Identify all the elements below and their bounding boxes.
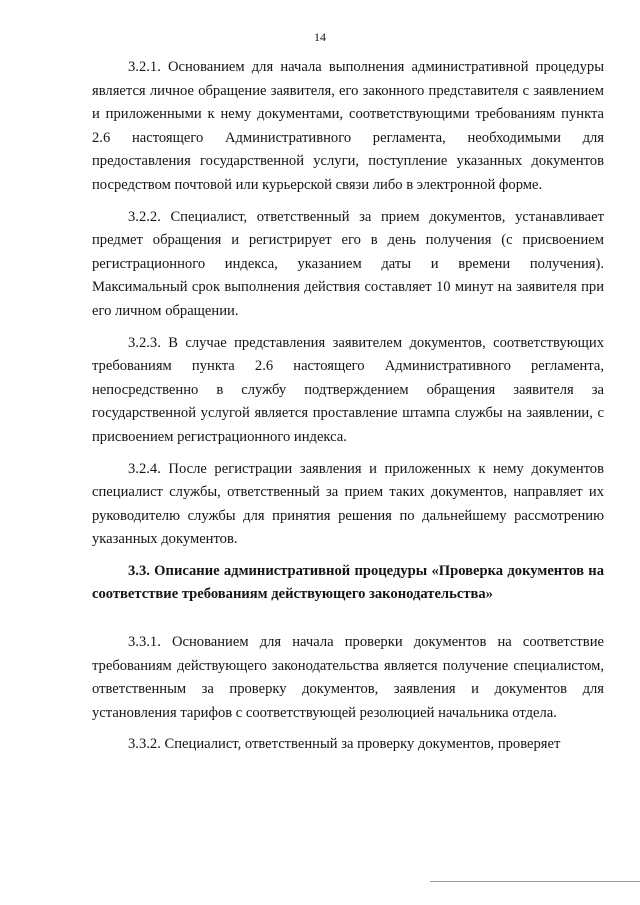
paragraph-3-2-3: 3.2.3. В случае представления заявителем документов, соответствующих требованиям пункта 2.6 настоящего Административного регламента, непосредственно в службу подтверждением обращения заявителя за государственной услугой является проставление штампа службы на заявлении, с присвоением регистрационного индекса. [92, 334, 604, 445]
page-number: 14 [314, 30, 326, 44]
document-body [92, 56, 604, 765]
paragraph-3-2-1: 3.2.1. Основанием для начала выполнения административной процедуры является личное обращение заявителя, его законного представителя с заявлением и приложенными к нему документами, соответствующими требованиям пункта 2.6 настоящего Административного регламента, необходимыми для предоставления государственной услуги, поступление указанных документов посредством почтовой или курьерской связи либо в электронной форме. [92, 59, 604, 193]
paragraph-3-2-2: 3.2.2. Специалист, ответственный за прием документов, устанавливает предмет обращения и регистрирует его в день получения (с присвоением регистрационного индекса, указанием даты и времени получения). Максимальный срок выполнения действия составляет 10 минут на заявителя при его личном обращении. [92, 208, 604, 319]
paragraph-3-3-1: 3.3.1. Основанием для начала проверки документов на соответствие требованиям действующего законодательства является получение специалистом, ответственным за проверку документов, заявления и документов для установления тарифов с соответствующей резолюцией начальника отдела. [92, 634, 604, 721]
section-heading-3-3: 3.3. Описание административной процедуры «Проверка документов на соответствие требованиям действующего законодательства» [92, 562, 604, 603]
scan-edge-line [430, 881, 640, 882]
paragraph-3-3-2: 3.3.2. Специалист, ответственный за проверку документов, проверяет [128, 736, 561, 753]
paragraph-3-2-4: 3.2.4. После регистрации заявления и приложенных к нему документов специалист службы, ответственный за прием таких документов, направляет их руководителю службы для принятия решения по дальнейшему рассмотрению указанных документов. [92, 460, 604, 548]
